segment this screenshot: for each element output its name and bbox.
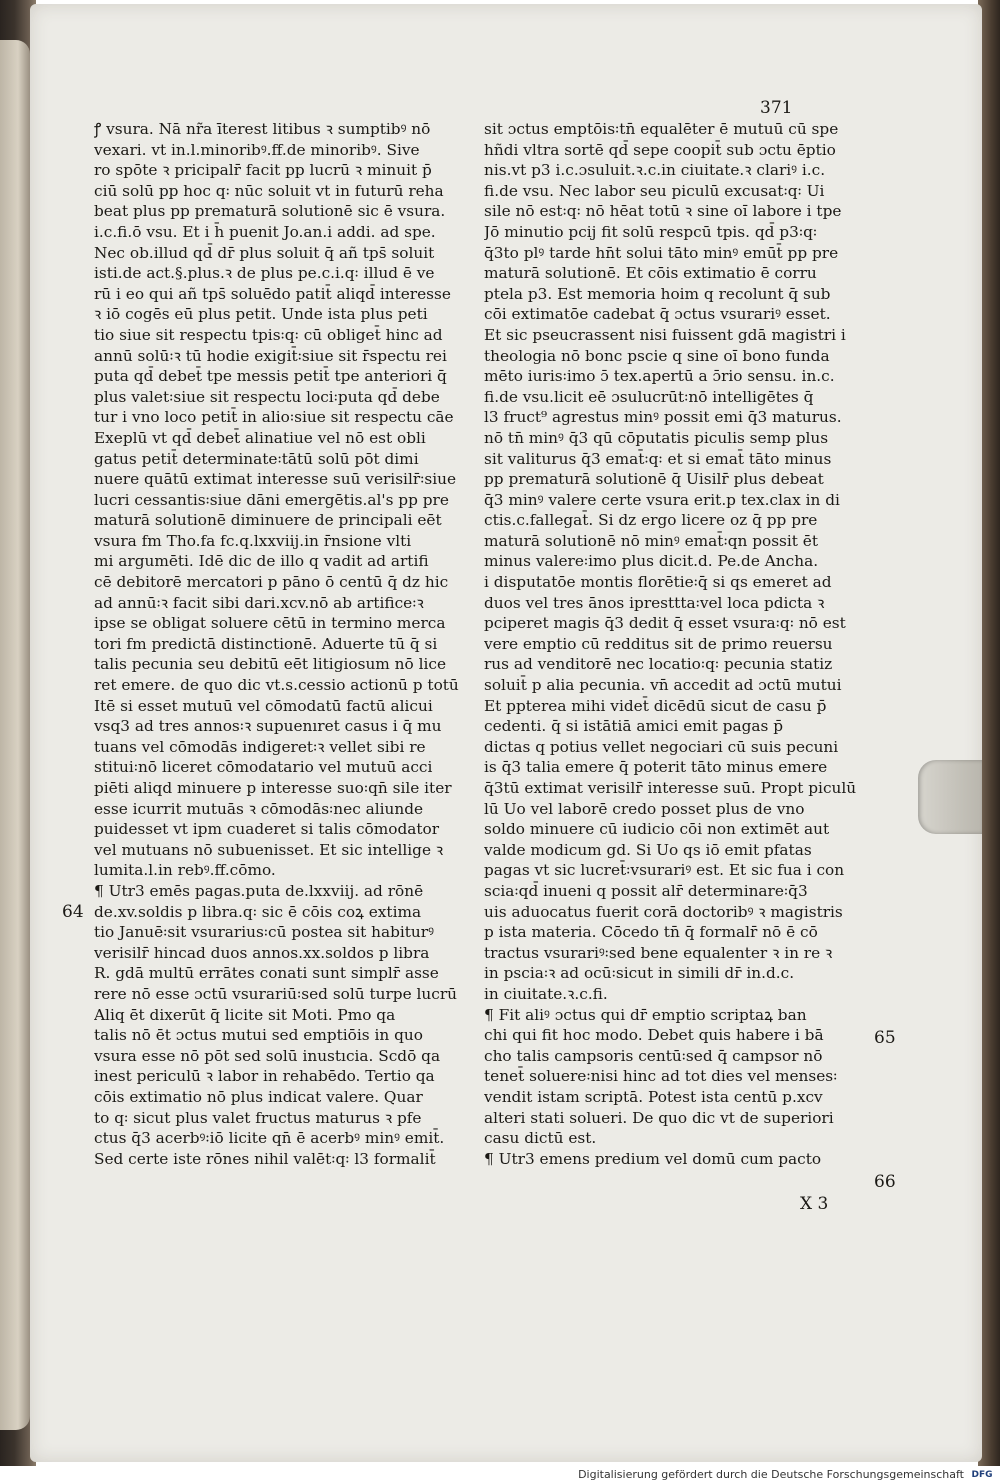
text-line: puta qd̄ debet̄ tpe messis petit̄ tpe anteriori q̄ — [94, 367, 447, 386]
text-line: q̄3tū extimat verisilr̄ interesse suū. Propt piculū — [484, 779, 857, 797]
dfg-logo-icon: DFG — [971, 1470, 993, 1480]
text-line: ¶ Fit aliꝰ ɔctus qui dr̄ emptio scriptaꝝ ban — [484, 1005, 807, 1024]
text-line: cē debitorē mercatori p pāno ō centū q̄ dz hic — [94, 573, 449, 592]
text-line: to q꞉ sicut plus valet fructus maturus ꝛ pfe — [94, 1108, 422, 1127]
text-line: tio Januē꞉sit vsurarius꞉cū postea sit habiturꝰ — [94, 923, 434, 942]
text-line: soluit̄ p alia pecunia. vn̄ accedit ad ɔctū mutui — [484, 676, 842, 695]
text-line: ad annū꞉ꝛ facit sibi dari.xcv.nō ab artifice꞉ꝛ — [94, 593, 424, 612]
text-line: ret emere. de quo dic vt.s.cessio actionū p totū — [94, 676, 459, 695]
right-text-column — [484, 119, 872, 1169]
text-line: rus ad venditorē nec locatio꞉q꞉ pecunia statiz — [484, 655, 833, 674]
text-line: maturā solutionē nō minꝰ emat̄꞉qn possit ēt — [484, 531, 819, 550]
text-line: ꝛ iō cogēs eū plus petit. Unde ista plus peti — [94, 305, 428, 324]
text-line: puidesset vt ipm cuaderet si talis cōmodator — [94, 820, 440, 839]
text-line: maturā solutionē. Et cōis extimatio ē corru — [484, 264, 817, 283]
text-line: chi qui fit hoc modo. Debet quis habere i bā — [484, 1026, 824, 1045]
text-line: Nec ob.illud qd̄ dr̄ plus soluit q̄ añ tps̄ soluit — [94, 243, 435, 262]
text-line: stitui꞉nō liceret cōmodatario vel mutuū acci — [94, 758, 433, 777]
text-line: in pscia꞉ꝛ ad ocū꞉sicut in simili dr̄ in.d.c. — [484, 964, 795, 983]
text-line: cōis extimatio nō plus indicat valere. Quar — [94, 1087, 423, 1106]
text-line: rere nō esse ɔctū vsurariū꞉sed solū turpe lucrū — [94, 984, 457, 1003]
text-line: Aliq ēt dixerūt q̄ licite sit Moti. Pmo qa — [94, 1005, 396, 1024]
text-line: Sed certe iste rōnes nihil valēt꞉q꞉ l3 formalit̄ — [94, 1149, 436, 1168]
text-line: isti.de act.§.plus.ꝛ de plus pe.c.i.q꞉ illud ē ve — [94, 264, 435, 283]
text-line: mēto iuris꞉imo ɔ̄ tex.apertū a ɔ̄rio sensu. in.c. — [484, 367, 835, 386]
text-line: Et sic pseucrassent nisi fuissent gdā magistri i — [484, 325, 846, 344]
text-line: sit ɔctus emptōis꞉tn̄ equalēter ē mutuū cū spe — [484, 120, 839, 138]
text-line: nis.vt p3 i.c.ɔsuluit.ꝛ.c.in ciuitate.ꝛ clariꝰ i.c. — [484, 161, 826, 180]
text-line: R. gdā multū errātes conati sunt simplr̄ asse — [94, 964, 439, 983]
text-line: vendit istam scriptā. Potest ista centū p.xcv — [484, 1087, 823, 1106]
text-line: rū i eo qui añ tps̄ soluēdo patit̄ aliqd̄ interesse — [94, 284, 451, 303]
text-line: tori fm predictā distinctionē. Aduerte tū q̄ si — [94, 634, 438, 653]
neighbouring-page-edge — [0, 40, 30, 1430]
text-line: maturā solutionē diminuere de principali eēt — [94, 511, 442, 530]
text-line: q̄3 minꝰ valere certe vsura erit.p tex.clax in di — [484, 490, 840, 509]
left-text-column — [94, 119, 476, 1169]
text-line: verisilr̄ hincad duos annos.xx.soldos p libra — [94, 943, 430, 962]
text-line: Et ppterea mihi videt̄ dicēdū sicut de casu p̄ — [484, 696, 827, 715]
text-line: ¶ Utr3 emēs pagas.puta de.lxxviij. ad rōnē — [94, 881, 424, 900]
text-line: gatus petit̄ determinate꞉tātū solū pōt dimi — [94, 449, 419, 468]
text-line: cho talis campsoris centū꞉sed q̄ campsor nō — [484, 1046, 823, 1065]
text-line: Itē si esset mutuū vel cōmodatū factū alicui — [94, 696, 433, 715]
text-line: mi argumēti. Idē dic de illo q vadit ad artifi — [94, 552, 429, 571]
text-line: fi.de vsu. Nec labor seu piculū excusat꞉q꞉ Ui — [484, 181, 825, 200]
text-line: tur i vno loco petit̄ in alio꞉siue sit respectu cāe — [94, 408, 454, 427]
text-line: Jō minutio pcij fit solū respcū tpis. qd̄ p3꞉q꞉ — [484, 222, 818, 241]
margin-number-66: 66 — [874, 1172, 896, 1192]
text-line: q̄3to plꝰ tarde hn̄t solui tāto minꝰ emūt̄ pp pre — [484, 243, 839, 262]
text-line: is q̄3 talia emere q̄ poterit tāto minus emere — [484, 758, 828, 777]
text-line: duos vel tres ānos ipresttta꞉vel loca pdicta ꝛ — [484, 593, 825, 612]
text-line: minus valere꞉imo plus dicit.d. Pe.de Ancha. — [484, 552, 819, 571]
text-line: sit valiturus q̄3 emat̄꞉q꞉ et si emat̄ tāto minus — [484, 449, 832, 468]
text-line: talis nō ēt ɔctus mutui sed emptiōis in quo — [94, 1026, 423, 1045]
text-line: de.xv.soldis p libra.q꞉ sic ē cōis coꝝ extima — [94, 902, 422, 921]
text-line: talis pecunia seu debitū eēt litigiosum nō lice — [94, 655, 446, 674]
text-line: vexari. vt in.l.minoribꝰ.ff.de minoribꝰ. Sive — [94, 140, 420, 159]
text-line: lū Uo vel laborē credo posset plus de vno — [484, 799, 805, 818]
text-line: ipse se obligat soluere cētū in termino merca — [94, 614, 446, 633]
book-clasp — [918, 760, 982, 834]
text-line: inest periculū ꝛ labor in rehabēdo. Tertio qa — [94, 1067, 435, 1086]
text-line: tractus vsurariꝰ꞉sed bene equalenter ꝛ in re ꝛ — [484, 943, 833, 962]
text-line: cedenti. q̄ si istātiā amici emit pagas p̄ — [484, 717, 783, 736]
text-line: pp prematurā solutionē q̄ Uisilr̄ plus debeat — [484, 470, 824, 489]
text-line: pciperet magis q̄3 dedit q̄ esset vsura꞉q꞉ nō est — [484, 614, 846, 633]
text-line: soldo minuere cū iudicio cōi non extimēt aut — [484, 820, 830, 839]
text-line: tuans vel cōmodās indigeret꞉ꝛ vellet sibi re — [94, 737, 426, 756]
text-line: pagas vt sic lucret̄꞉vsurariꝰ est. Et sic fua i con — [484, 861, 845, 880]
text-line: piēti aliqd minuere p interesse suo꞉qn̄ sile iter — [94, 779, 452, 797]
margin-number-64: 64 — [62, 902, 84, 922]
text-line: tenet̄ soluere꞉nisi hinc ad tot dies vel menses꞉ — [484, 1067, 838, 1086]
text-line: nō tn̄ minꝰ q̄3 qū cōputatis piculis semp plus — [484, 428, 829, 447]
text-line: ro spōte ꝛ pricipalr̄ facit pp lucrū ꝛ minuit p̄ — [94, 161, 432, 180]
text-line: ¶ Utr3 emens predium vel domū cum pacto — [484, 1149, 822, 1168]
text-line: annū solū꞉ꝛ tū hodie exigit̄꞉siue sit r̄spectu rei — [94, 346, 447, 365]
text-line: valde modicum gd. Si Uo qs iō emit pfatas — [484, 840, 812, 859]
signature-mark: X 3 — [800, 1194, 829, 1214]
text-line: casu dictū est. — [484, 1129, 597, 1148]
text-line: hñdi vltra sortē qd̄ sepe coopit̄ sub ɔctu ēptio — [484, 140, 836, 159]
text-line: dictas q potius vellet negociari cū suis pecuni — [484, 737, 839, 756]
text-line: ctis.c.fallegat̄. Si dz ergo licere oz q̄ pp pre — [484, 511, 818, 530]
text-line: tio siue sit respectu tpis꞉q꞉ cū obliget̄ hinc ad — [94, 325, 443, 344]
text-line: ptela p3. Est memoria hoim q recolunt q̄ sub — [484, 284, 831, 303]
text-line: cōi extimatōe cadebat q̄ ɔctus vsurariꝰ esset. — [484, 305, 831, 324]
text-line: lucri cessantis꞉siue dāni emergētis.al's pp pre — [94, 490, 449, 509]
text-line: l3 fruct⁹ agrestus minꝰ possit emi q̄3 maturus. — [484, 408, 842, 427]
text-line: p ista materia. Cōcedo tn̄ q̄ formalr̄ nō ē cō — [484, 923, 818, 942]
text-line: theologia nō bonc pscie q sine oı̄ bono funda — [484, 346, 830, 365]
digitization-credit: Digitalisierung gefördert durch die Deutsche Forschungsgemeinschaft — [578, 1468, 964, 1481]
margin-number-65: 65 — [874, 1028, 896, 1048]
text-line: sile nō est꞉q꞉ nō hēat totū ꝛ sine oı̄ labore i tpe — [484, 202, 842, 221]
text-line: alteri stati solueri. De quo dic vt de superiori — [484, 1108, 834, 1127]
text-line: uis aduocatus fuerit corā doctoribꝰ ꝛ magistris — [484, 902, 843, 921]
text-line: scia꞉qd̄ inueni q possit alr̄ determinare꞉q̄3 — [484, 881, 808, 900]
text-line: ciū solū pp hoc q꞉ nūc soluit vt in futurū reha — [94, 181, 444, 200]
text-line: vere emptio cū redditus sit de primo reuersu — [484, 634, 833, 653]
text-line: Exeplū vt qd̄ debet̄ alinatiue vel nō est obli — [94, 428, 426, 447]
text-line: ꝭ vsura. Nā nr̃a īterest litibus ꝛ sumptibꝰ nō — [94, 120, 431, 138]
text-line: vsura esse nō pōt sed solū inustıcia. Scdō qa — [94, 1046, 441, 1065]
text-line: beat plus pp prematurā solutionē sic ē vsura. — [94, 202, 446, 221]
text-line: i.c.fi.ō vsu. Et i h̄ puenit Jo.an.i addi. ad spe. — [94, 222, 436, 241]
text-line: in ciuitate.ꝛ.c.fi. — [484, 984, 608, 1003]
text-line: i disputatōe montis florētie꞉q̄ si qs emeret ad — [484, 573, 832, 592]
text-line: lumita.l.in rebꝰ.ff.cōmo. — [94, 861, 276, 880]
folio-number: 371 — [760, 98, 793, 118]
text-line: ctus q̄3 acerbꝰ꞉iō licite qn̄ ē acerbꝰ minꝰ emit̄. — [94, 1129, 445, 1148]
text-line: plus valet꞉siue sit respectu loci꞉puta qd̄ debe — [94, 387, 440, 406]
text-line: nuere quātū extimat interesse suū verisilr̄꞉siue — [94, 470, 457, 489]
text-line: vsq3 ad tres annos꞉ꝛ supuenıret casus i q̄ mu — [94, 717, 442, 736]
text-line: esse icurrit mutuās ꝛ cōmodās꞉nec aliunde — [94, 799, 424, 818]
text-line: vel mutuans nō subuenisset. Et sic intellige ꝛ — [94, 840, 444, 859]
text-line: vsura fm Tho.fa fc.q.lxxviij.in r̄nsione vlti — [94, 531, 412, 550]
text-line: fi.de vsu.licit eē ɔsulucrūt꞉nō intelligētes q̄ — [484, 387, 814, 406]
